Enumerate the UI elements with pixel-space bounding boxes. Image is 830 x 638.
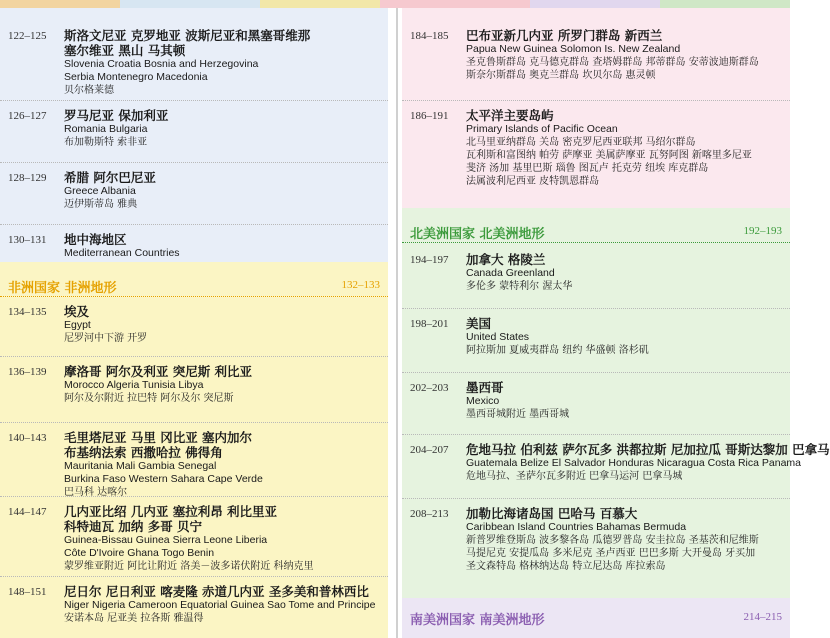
entry-title-en: Slovenia Croatia Bosnia and Herzegovina (64, 58, 259, 70)
africa-panel (0, 262, 388, 638)
column-divider (396, 8, 398, 638)
entry-pages: 134–135 (8, 306, 47, 318)
entry-subtitle: 迈伊斯蒂岛 雅典 (64, 199, 138, 210)
entry-pages: 122–125 (8, 30, 47, 42)
separator (0, 224, 388, 225)
entry-title-cn: 斯洛文尼亚 克罗地亚 波斯尼亚和黑塞哥维那 (64, 28, 311, 43)
entry-title-en: Papua New Guinea Solomon Is. New Zealand (466, 43, 681, 55)
entry-title-cn: 危地马拉 伯利兹 萨尔瓦多 洪都拉斯 尼加拉瓜 哥斯达黎加 巴拿马 (466, 442, 830, 457)
entry-pages: 184–185 (410, 30, 449, 42)
entry-title-en: Morocco Algeria Tunisia Libya (64, 379, 204, 391)
separator (0, 576, 388, 577)
entry-title-cn: 布基纳法索 西撒哈拉 佛得角 (64, 445, 223, 460)
entry-subtitle: 法属波利尼西亚 皮特凯恩群岛 (466, 176, 600, 187)
entry-title-en: Egypt (64, 319, 91, 331)
section-title: 非洲国家 非洲地形 (8, 281, 117, 296)
entry-title-en: Mauritania Mali Gambia Senegal (64, 460, 217, 472)
entry-subtitle: 斐济 汤加 基里巴斯 瑙鲁 图瓦卢 托克劳 纽埃 库克群岛 (466, 163, 709, 174)
entry-title-cn: 地中海地区 (64, 232, 127, 247)
entry-pages: 208–213 (410, 508, 449, 520)
entry-title-en: Caribbean Island Countries Bahamas Bermuda (466, 521, 687, 533)
entry-title-cn: 几内亚比绍 几内亚 塞拉利昂 利比里亚 (64, 504, 278, 519)
entry-pages: 194–197 (410, 254, 449, 266)
entry-subtitle: 圣文森特岛 格林纳达岛 特立尼达岛 库拉索岛 (466, 561, 666, 572)
entry-subtitle: 马提尼克 安提瓜岛 多米尼克 圣卢西亚 巴巴多斯 大开曼岛 牙买加 (466, 548, 756, 559)
separator (402, 372, 790, 373)
entry-pages: 202–203 (410, 382, 449, 394)
entry-pages: 148–151 (8, 586, 47, 598)
entry-pages: 140–143 (8, 432, 47, 444)
entry-title-cn: 罗马尼亚 保加利亚 (64, 108, 169, 123)
entry-subtitle: 巴马科 达喀尔 (64, 487, 128, 498)
entry-title-cn: 摩洛哥 阿尔及利亚 突尼斯 利比亚 (64, 364, 253, 379)
entry-title-en: Greece Albania (64, 185, 136, 197)
entry-title-cn: 埃及 (64, 304, 90, 319)
entry-title-cn: 科特迪瓦 加纳 多哥 贝宁 (64, 519, 203, 534)
entry-title-en: Primary Islands of Pacific Ocean (466, 123, 618, 135)
entry-pages: 126–127 (8, 110, 47, 122)
entry-subtitle: 蒙罗维亚附近 阿比让附近 洛美－波多诺伏附近 科纳克里 (64, 561, 314, 572)
entry-title-cn: 毛里塔尼亚 马里 冈比亚 塞内加尔 (64, 430, 253, 445)
entry-pages: 186–191 (410, 110, 449, 122)
entry-subtitle: 北马里亚纳群岛 关岛 密克罗尼西亚联邦 马绍尔群岛 (466, 137, 696, 148)
entry-pages: 204–207 (410, 444, 449, 456)
separator (0, 496, 388, 497)
left-column (0, 8, 388, 638)
entry-subtitle: 斯奈尔斯群岛 奥克兰群岛 坎贝尔岛 惠灵顿 (466, 70, 656, 81)
oceania-panel (402, 8, 790, 208)
entry-title-en: Côte D'Ivoire Ghana Togo Benin (64, 547, 215, 559)
entry-title-en: Guatemala Belize El Salvador Honduras Nicaragua Costa Rica Panama (466, 457, 802, 469)
entry-title-en: Guinea-Bissau Guinea Sierra Leone Liberia (64, 534, 268, 546)
section-title: 南美洲国家 南美洲地形 (410, 613, 545, 628)
section-pages: 132–133 (341, 279, 380, 291)
entry-title-en: United States (466, 331, 530, 343)
north-america-panel (402, 208, 830, 598)
entry-subtitle: 阿拉斯加 夏威夷群岛 纽约 华盛顿 洛杉矶 (466, 345, 649, 356)
separator (402, 308, 790, 309)
top-color-bar (0, 0, 790, 8)
entry-pages: 128–129 (8, 172, 47, 184)
section-rule (402, 242, 790, 243)
entry-subtitle: 阿尔及尔附近 拉巴特 阿尔及尔 突尼斯 (64, 393, 234, 404)
section-rule (0, 296, 388, 297)
separator (0, 162, 388, 163)
entry-subtitle: 圣克鲁斯群岛 克马德克群岛 查塔姆群岛 邦蒂群岛 安蒂波迪斯群岛 (466, 57, 759, 68)
entry-subtitle: 安诺本岛 尼亚美 拉各斯 雅温得 (64, 613, 204, 624)
entry-title-en: Mediterranean Countries (64, 247, 180, 259)
entry-title-en: Canada Greenland (466, 267, 555, 279)
south-america-panel (402, 598, 790, 638)
entry-title-cn: 美国 (466, 316, 492, 331)
entry-title-cn: 加勒比海诸岛国 巴哈马 百慕大 (466, 506, 638, 521)
entry-pages: 130–131 (8, 234, 47, 246)
entry-subtitle: 瓦利斯和富图纳 帕劳 萨摩亚 美属萨摩亚 瓦努阿图 新喀里多尼亚 (466, 150, 752, 161)
entry-pages: 198–201 (410, 318, 449, 330)
entry-title-en: Romania Bulgaria (64, 123, 148, 135)
entry-subtitle: 贝尔格莱德 (64, 85, 114, 96)
entry-subtitle: 尼罗河中下游 开罗 (64, 333, 148, 344)
entry-title-en: Niger Nigeria Cameroon Equatorial Guinea Sao Tome and Principe (64, 599, 376, 611)
entry-title-en: Mexico (466, 395, 500, 407)
entry-subtitle: 布加勒斯特 索非亚 (64, 137, 148, 148)
section-title: 北美洲国家 北美洲地形 (410, 227, 545, 242)
separator (402, 498, 790, 499)
europe-panel (0, 8, 388, 262)
separator (0, 356, 388, 357)
entry-title-cn: 巴布亚新几内亚 所罗门群岛 新西兰 (466, 28, 663, 43)
separator (0, 422, 388, 423)
entry-pages: 144–147 (8, 506, 47, 518)
right-column (402, 8, 830, 638)
section-header (402, 606, 790, 628)
section-pages: 192–193 (743, 225, 782, 237)
separator (0, 100, 388, 101)
entry-subtitle: 危地马拉、圣萨尔瓦多附近 巴拿马运河 巴拿马城 (466, 471, 683, 482)
entry-subtitle: 多伦多 蒙特利尔 渥太华 (466, 281, 573, 292)
entry-subtitle: 墨西哥城附近 墨西哥城 (466, 409, 570, 420)
entry-title-cn: 希腊 阿尔巴尼亚 (64, 170, 156, 185)
entry-subtitle: 新普罗维登斯岛 波多黎各岛 瓜德罗普岛 安圭拉岛 圣基茨和尼维斯 (466, 535, 759, 546)
separator (402, 100, 790, 101)
entry-title-en: Serbia Montenegro Macedonia (64, 71, 208, 83)
separator (402, 434, 790, 435)
entry-pages: 136–139 (8, 366, 47, 378)
section-pages: 214–215 (743, 611, 782, 623)
entry-title-cn: 墨西哥 (466, 380, 504, 395)
entry-title-cn: 加拿大 格陵兰 (466, 252, 546, 267)
entry-title-cn: 尼日尔 尼日利亚 喀麦隆 赤道几内亚 圣多美和普林西比 (64, 584, 369, 599)
entry-title-cn: 太平洋主要岛屿 (466, 108, 554, 123)
entry-title-cn: 塞尔维亚 黑山 马其顿 (64, 43, 186, 58)
entry-title-en: Burkina Faso Western Sahara Cape Verde (64, 473, 263, 485)
section-header (402, 220, 790, 242)
section-header (0, 274, 388, 296)
